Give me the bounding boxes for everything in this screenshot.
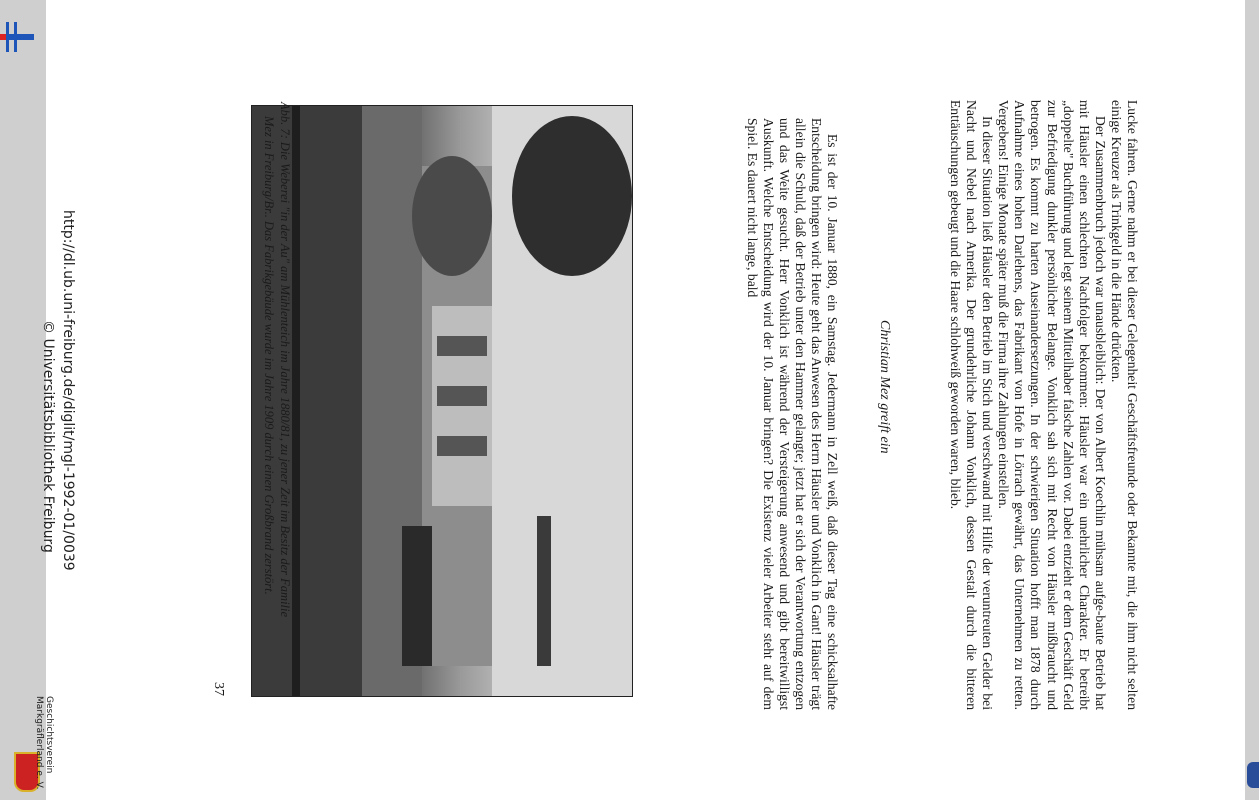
text-block-section — [743, 118, 840, 710]
factory-photo-image — [252, 106, 632, 696]
page-number: 37 — [211, 682, 226, 696]
paragraph: Der Zusammenbruch jedoch war unausbleiblich: Der von Albert Koechlin mühsam aufge-baute Betrieb hat mit Häusler einen schlechten Nachfolger bekommen: Häusler war ein unehrlicher Charakter. Er betreibt „doppelte" Buchführung und legt seinem Mitteilhaber falsche Zahlen vor. Dabei entzieht er dem Geschäft Geld zur Befriedigung dunkler persönlicher Belange. Vonklich sah sich mit Recht von Häusler mißbraucht und betrogen. Es kommt zu harten Auseinandersetzungen. In der schwierigen Situation hofft man 1878 durch Aufnahme eines hohen Darlehens, das Fabrikant von Hofe in Lörrach gewährt, das Unternehmen zu retten. Vergebens! Einige Monate später muß die Firma ihre Zahlungen einstellen. — [996, 100, 1108, 710]
caption-line: Mez in Freiburg/Br.. Das Fabrikgebäude wurde im Jahre 1909 durch einen Großbrand zerstört. — [262, 116, 277, 595]
section-heading: Christian Mez greift ein — [877, 320, 892, 454]
historic-photo — [251, 105, 633, 697]
scanned-page — [34, 0, 1245, 800]
organization-label — [34, 696, 54, 789]
paragraph: Es ist der 10. Januar 1880, ein Samstag. Jedermann in Zell weiß, daß dieser Tag eine schicksalhafte Entscheidung bringen wird: Heute geht das Anwesen des Herrn Häusler und Vonklich in Gant! Häusler trägt allein die Schuld, daß der Betrieb unter den Hammer gelangte; jetzt hat er sich der Verantwortung entzogen und das Weite gesucht. Herr Vonklich ist während der Versteigerung anwesend und gibt bereitwilligst Auskunft. Welche Entscheidung wird der 10. Januar bringen? Die Existenz vieler Arbeiter steht auf dem Spiel. Es dauert nicht lange, bald — [744, 118, 840, 710]
figure-caption — [261, 102, 292, 700]
paragraph: In dieser Situation ließ Häusler den Betrieb im Stich und verschwand mit Hilfe der veruntreuten Gelder bei Nacht und Nebel nach Amerika. Der grundehrliche Johann Vonklich, dessen Gestalt durch die bitteren Enttäuschungen gebeugt und die Haare schlohweiß geworden waren, blieb. — [947, 100, 996, 710]
ub-logo-icon — [0, 22, 34, 52]
paragraph: Lucke fahren. Gerne nahm er bei dieser Gelegenheit Geschäftsfreunde oder Bekannte mit, die ihm nicht selten einige Kreuzer als Trinkgeld in die Hände drückten. — [1108, 100, 1140, 710]
right-gutter — [1245, 0, 1259, 800]
copyright-notice: © Universitätsbibliothek Freiburg — [40, 320, 56, 553]
text-block-top — [947, 100, 1140, 710]
org-line: Markgräflerland e. V. — [34, 696, 44, 790]
badge-icon — [1247, 762, 1259, 788]
org-line: Geschichtsverein — [44, 696, 54, 774]
caption-line: Abb. 7: Die Weberei "in der Au" am Mühlenteich im Jahre 1880/81, zu jener Zeit im Besitz der Familie — [278, 102, 292, 618]
document-url[interactable]: http://dl.ub.uni-freiburg.de/diglit/mgl-1992-01/0039 — [60, 210, 76, 571]
